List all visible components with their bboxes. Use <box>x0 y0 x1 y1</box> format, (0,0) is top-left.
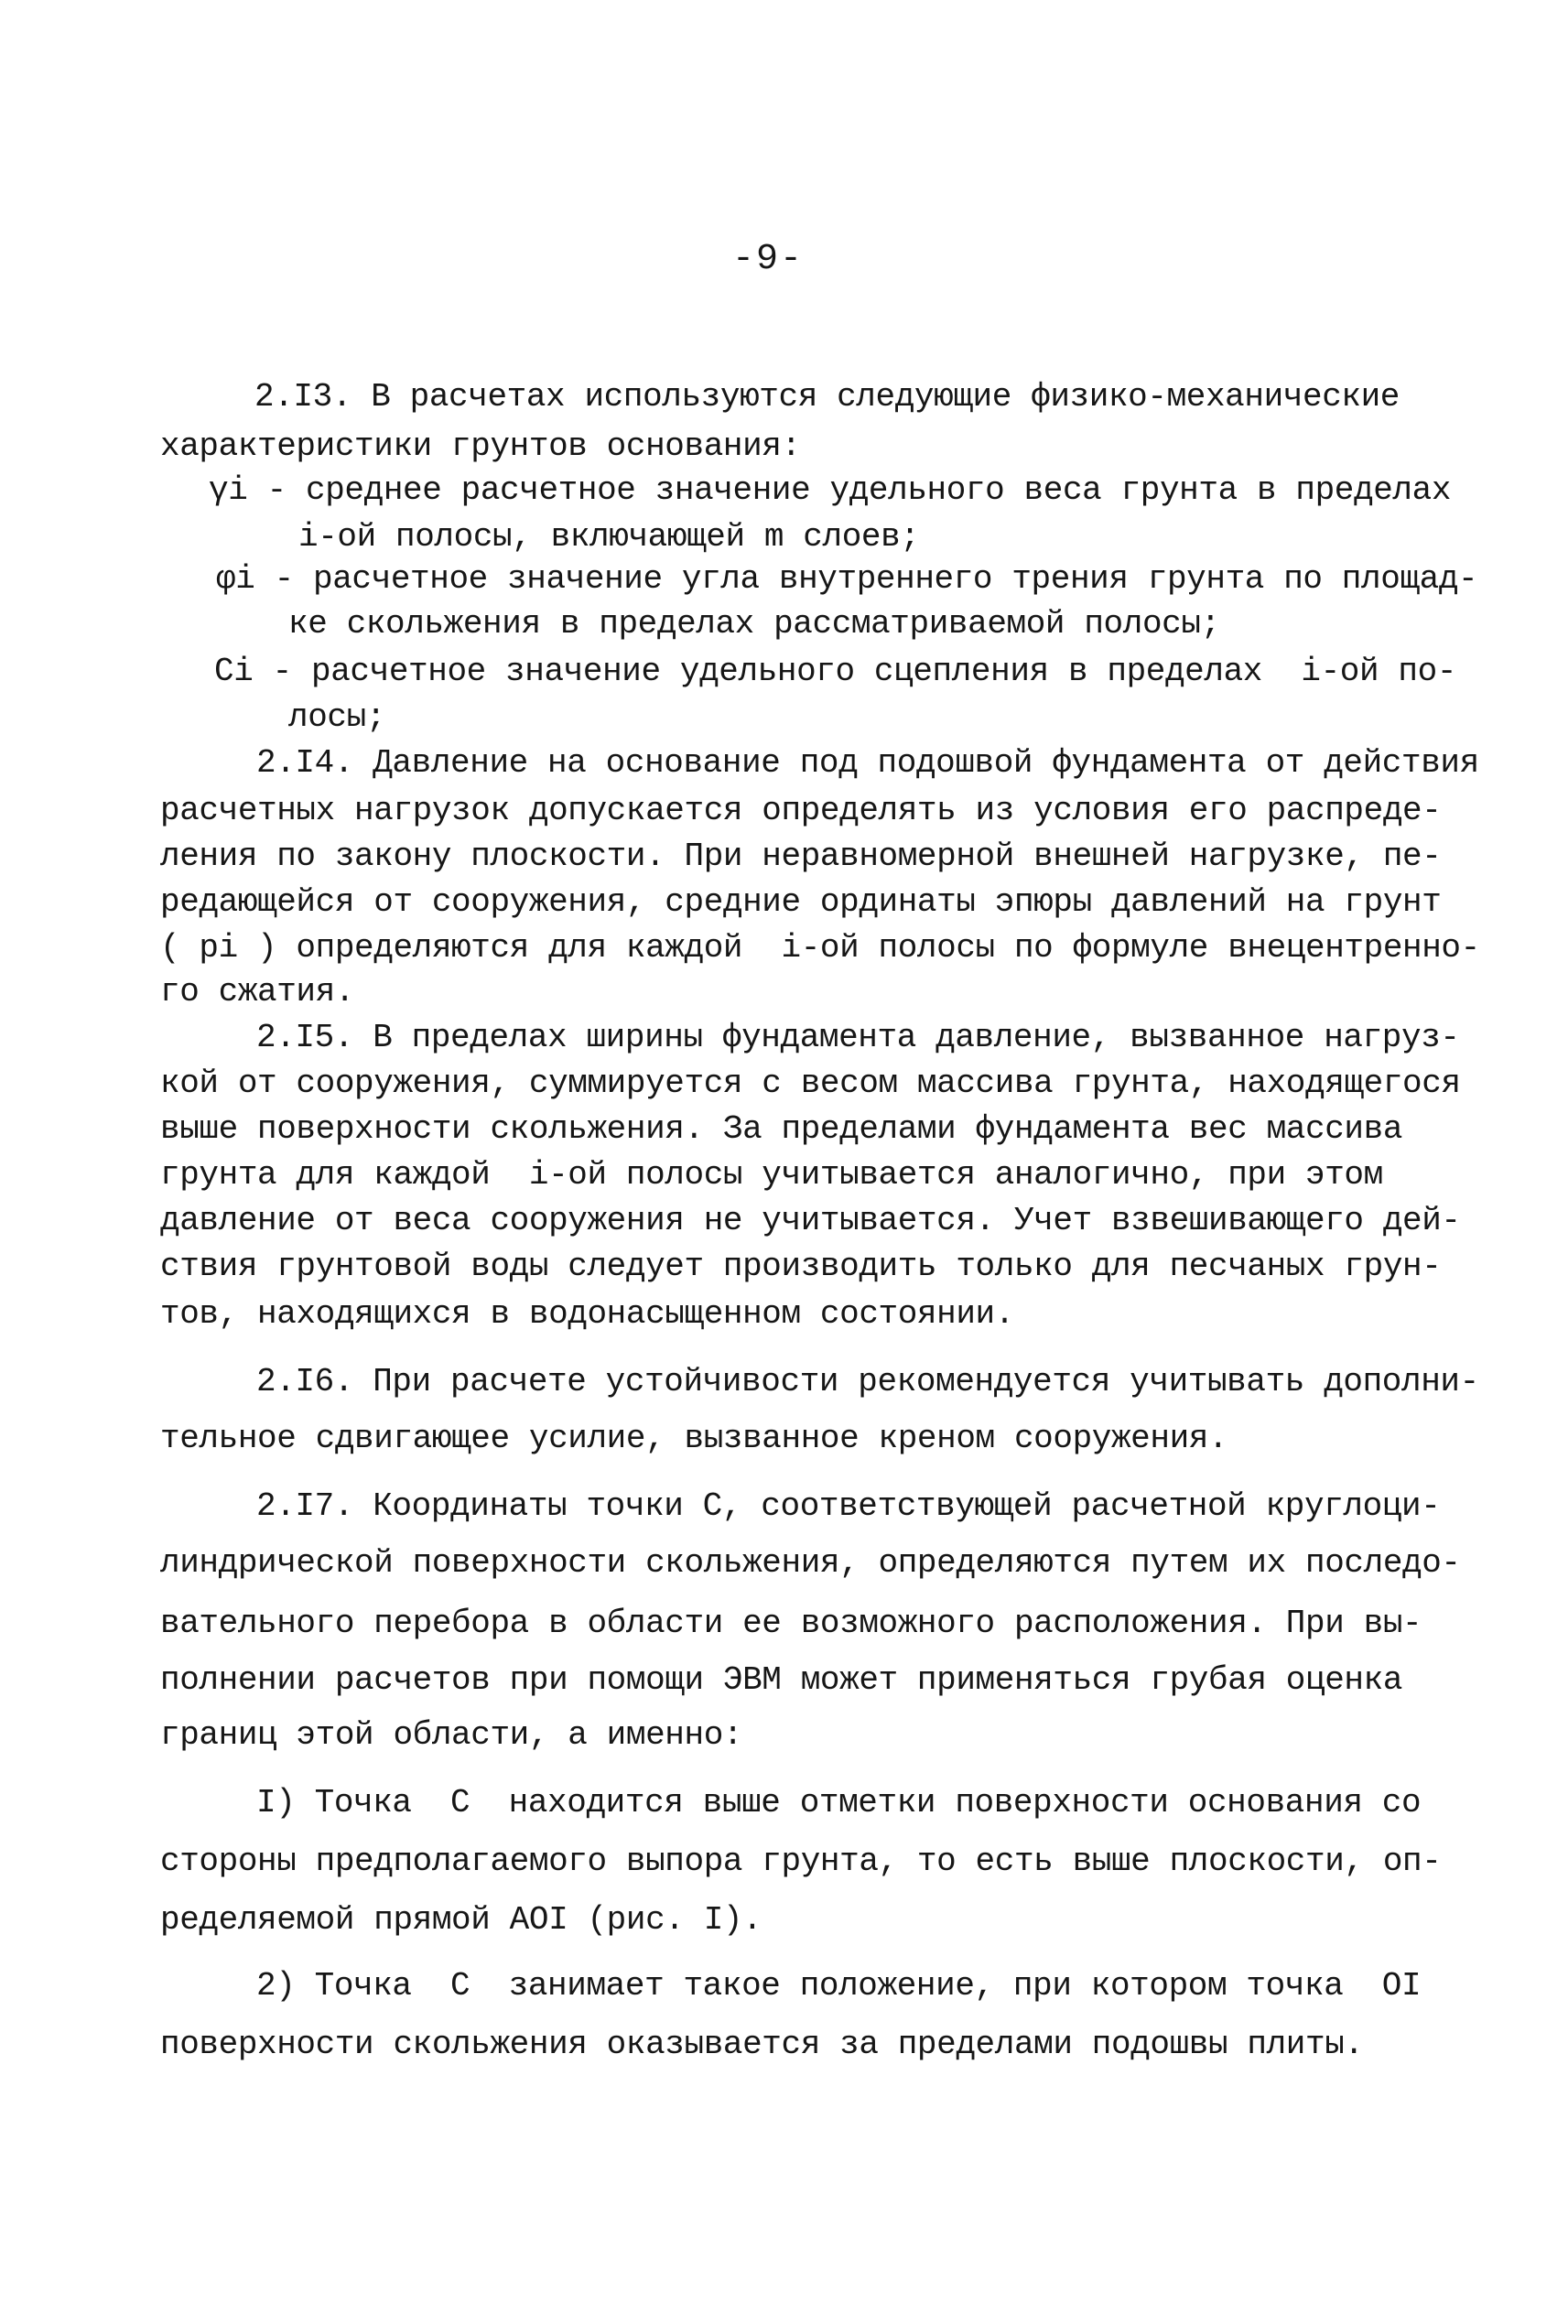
text-line: полнении расчетов при помощи ЭВМ может применяться грубая оценка <box>160 1661 1403 1699</box>
text-line: го сжатия. <box>160 973 355 1011</box>
text-line: φi - расчетное значение угла внутреннего трения грунта по площад- <box>216 560 1478 598</box>
text-line: поверхности скольжения оказывается за пределами подошвы плиты. <box>160 2026 1364 2063</box>
text-line: расчетных нагрузок допускается определять из условия его распреде- <box>160 792 1442 829</box>
text-line: ределяемой прямой АОI (рис. I). <box>160 1901 762 1939</box>
text-line: γi - среднее расчетное значение удельного веса грунта в пределах <box>209 471 1452 509</box>
text-line: 2.I4. Давление на основание под подошвой фундамента от действия <box>256 744 1479 782</box>
text-line: I) Точка С находится выше отметки поверхности основания со <box>256 1784 1422 1821</box>
text-line: ствия грунтовой воды следует производить только для песчаных грун- <box>160 1248 1442 1285</box>
text-line: стороны предполагаемого выпора грунта, то есть выше плоскости, оп- <box>160 1843 1442 1880</box>
text-line: ( pi ) определяются для каждой i-ой полосы по формуле внецентренно- <box>160 929 1480 967</box>
text-line: 2.I6. При расчете устойчивости рекомендуется учитывать дополни- <box>256 1363 1479 1400</box>
text-line: 2) Точка С занимает такое положение, при котором точка ОI <box>256 1967 1422 2005</box>
text-line: давление от веса сооружения не учитывается. Учет взвешивающего дей- <box>160 1202 1461 1239</box>
text-line: тов, находящихся в водонасыщенном состоянии. <box>160 1295 1014 1333</box>
text-line: 2.I7. Координаты точки С, соответствующей расчетной круглоци- <box>256 1487 1441 1525</box>
text-line: выше поверхности скольжения. За пределами фундамента вес массива <box>160 1110 1403 1148</box>
text-line: кой от сооружения, суммируется с весом массива грунта, находящегося <box>160 1065 1461 1102</box>
text-line: границ этой области, а именно: <box>160 1716 743 1754</box>
text-line: ке скольжения в пределах рассматриваемой полосы; <box>288 605 1220 643</box>
text-line: вательного перебора в области ее возможного расположения. При вы- <box>160 1605 1422 1642</box>
text-line: линдрической поверхности скольжения, определяются путем их последо- <box>160 1544 1461 1582</box>
text-line: 2.I5. В пределах ширины фундамента давление, вызванное нагруз- <box>256 1019 1460 1056</box>
text-line: i-ой полосы, включающей m слоев; <box>298 518 920 556</box>
text-line: характеристики грунтов основания: <box>160 427 801 465</box>
text-line: 2.I3. В расчетах используются следующие физико-механические <box>254 378 1400 416</box>
text-line: тельное сдвигающее усилие, вызванное креном сооружения. <box>160 1420 1228 1457</box>
text-line: лосы; <box>288 698 386 736</box>
text-line: Ci - расчетное значение удельного сцепления в пределах i-ой по- <box>214 653 1457 690</box>
text-line: грунта для каждой i-ой полосы учитывается аналогично, при этом <box>160 1156 1383 1194</box>
text-line: ления по закону плоскости. При неравномерной внешней нагрузке, пе- <box>160 838 1442 875</box>
page-number: -9- <box>732 239 805 280</box>
text-line: редающейся от сооружения, средние ординаты эпюры давлений на грунт <box>160 883 1442 921</box>
